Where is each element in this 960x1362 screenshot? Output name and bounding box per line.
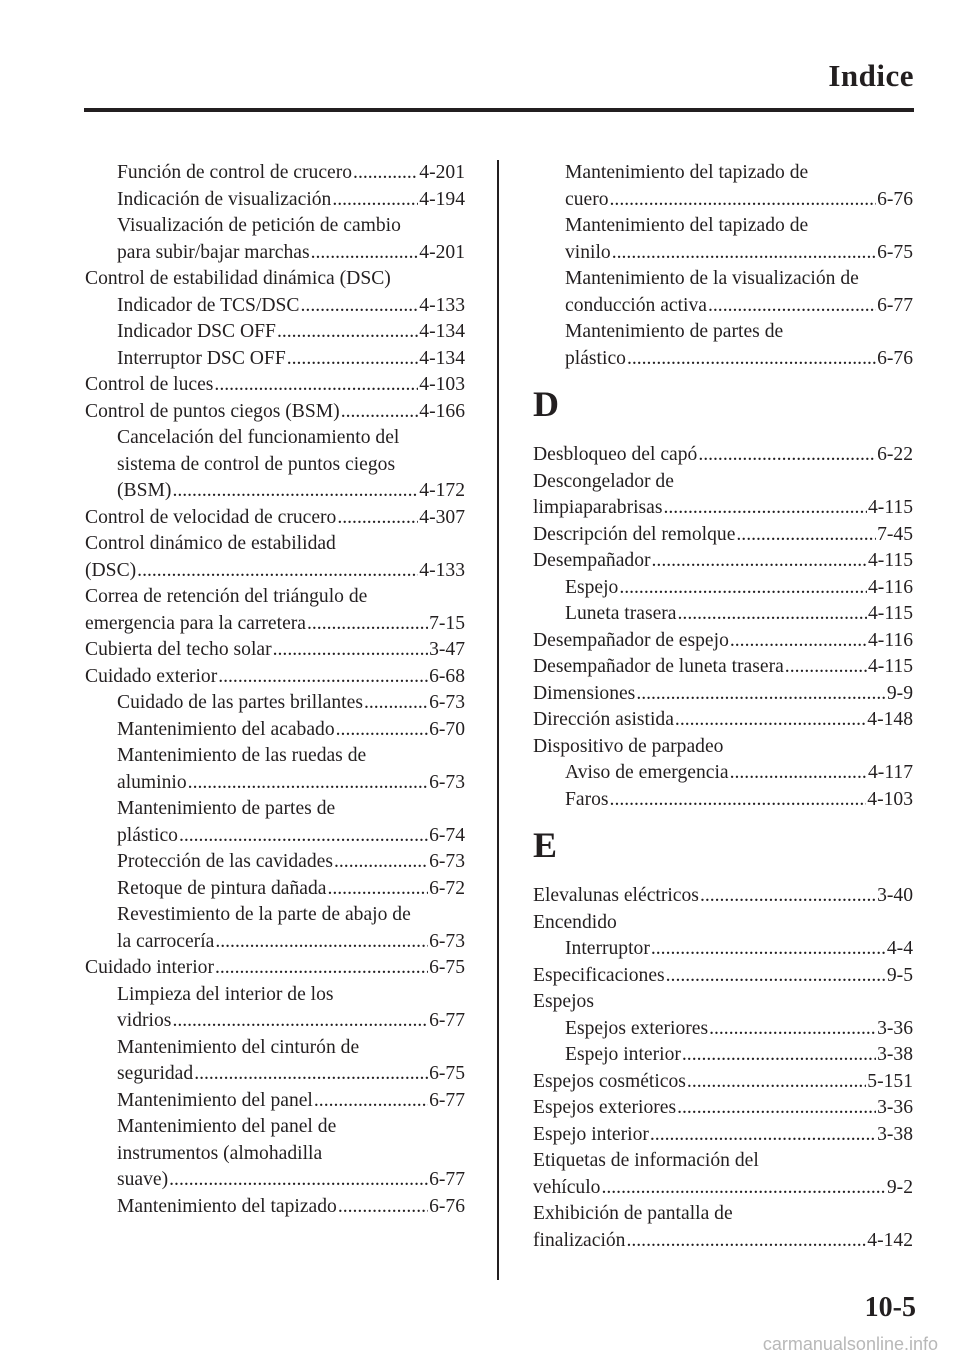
index-entry (533, 575, 913, 602)
index-column-left (85, 160, 465, 1220)
index-entry-page: 6-77 (877, 294, 913, 316)
dot-leader (172, 478, 418, 505)
dot-leader (730, 628, 867, 655)
index-entry (85, 876, 465, 903)
index-entry-text: Protección de las cavidades (117, 851, 333, 872)
index-entry-text: Indicador DSC OFF (117, 321, 276, 342)
index-entry (85, 187, 465, 214)
dot-leader (341, 399, 419, 426)
index-entry-page: 6-22 (877, 444, 913, 465)
index-entry-text: para subir/bajar marchas (117, 241, 310, 263)
dot-leader (664, 495, 868, 522)
index-entry-text: vidrios (117, 1010, 172, 1031)
index-entry-text: cuero (565, 188, 609, 210)
index-entry-text: Espejo (565, 576, 619, 598)
dot-leader (194, 1061, 428, 1088)
dot-leader (364, 690, 428, 717)
index-entry (533, 1122, 913, 1149)
index-entry (85, 1061, 465, 1088)
index-entry-page: 4-103 (867, 788, 913, 810)
index-entry-text: Elevalunas eléctricos (533, 885, 699, 906)
index-entry: Mantenimiento de las ruedas de (117, 745, 367, 766)
index-entry-page: 3-38 (877, 1123, 913, 1145)
index-entry-text: Control de luces (85, 374, 214, 395)
index-entry-text: aluminio (117, 771, 187, 793)
index-entry (85, 399, 465, 426)
dot-leader (287, 346, 419, 373)
index-entry (85, 770, 465, 797)
dot-leader (314, 1088, 428, 1115)
index-entry: Limpieza del interior de los (117, 983, 334, 1005)
index-entry-text: finalización (533, 1229, 626, 1251)
index-entry (85, 1194, 465, 1221)
dot-leader (687, 1069, 866, 1096)
index-entry-text: limpiaparabrisas (533, 497, 663, 518)
index-entry-page: 6-76 (877, 188, 913, 210)
index-entry-text: Espejos cosméticos (533, 1070, 686, 1092)
index-entry (533, 1042, 913, 1069)
index-entry-text: Espejos exteriores (565, 1017, 709, 1039)
index-entry (533, 293, 913, 320)
index-entry-text: Espejos exteriores (533, 1097, 677, 1118)
index-entry-page: 6-73 (429, 851, 465, 872)
index-entry: Mantenimiento de la visualización de (565, 268, 859, 289)
index-entry-page: 6-68 (429, 665, 465, 687)
section-letter-heading: D (533, 384, 559, 424)
index-entry (533, 1095, 913, 1122)
index-entry (533, 601, 913, 628)
index-entry-page: 6-75 (877, 241, 913, 263)
index-entry (85, 1167, 465, 1194)
index-entry-page: 4-4 (886, 938, 913, 959)
dot-leader (677, 1095, 876, 1122)
index-entry (533, 760, 913, 787)
index-entry-text: Retoque de pintura dañada (117, 877, 327, 899)
index-entry-page: 4-133 (419, 294, 465, 316)
page-header-title: Indice (828, 58, 914, 93)
dot-leader (179, 823, 428, 850)
index-entry: Exhibición de pantalla de (533, 1203, 733, 1224)
index-entry: Espejos (533, 991, 594, 1012)
index-entry-page: 6-76 (877, 347, 913, 369)
index-entry-text: Espejo interior (533, 1123, 649, 1145)
dot-leader (214, 372, 418, 399)
index-entry-text: Aviso de emergencia (565, 762, 729, 783)
index-entry-page: 4-148 (867, 709, 913, 730)
index-entry-page: 3-40 (877, 885, 913, 906)
index-entry-page: 3-36 (877, 1017, 913, 1039)
index-entry (85, 505, 465, 532)
index-entry (85, 240, 465, 267)
index-entry (85, 293, 465, 320)
dot-leader (311, 240, 419, 267)
dot-leader (730, 760, 867, 787)
index-entry-page: 4-307 (419, 506, 465, 528)
index-entry-page: 4-117 (868, 762, 913, 783)
index-entry: Encendido (533, 911, 617, 933)
index-entry: Descongelador de (533, 470, 674, 492)
index-entry (533, 787, 913, 814)
dot-leader (338, 1194, 428, 1221)
index-entry: Mantenimiento del cinturón de (117, 1036, 360, 1058)
index-entry-text: Especificaciones (533, 964, 665, 986)
index-entry-page: 4-115 (868, 497, 913, 518)
index-entry-text: Mantenimiento del tapizado (117, 1195, 337, 1217)
index-entry (533, 442, 913, 469)
index-entry: Cancelación del funcionamiento del (117, 427, 400, 448)
index-entry-text: Mantenimiento del panel (117, 1089, 313, 1111)
index-entry-text: Espejo interior (565, 1044, 681, 1065)
index-entry-text: Faros (565, 788, 609, 810)
index-entry-page: 4-166 (419, 400, 465, 422)
index-entry-page: 4-201 (419, 241, 465, 263)
index-entry (85, 823, 465, 850)
index-entry-page: 9-5 (886, 964, 913, 986)
index-entry: Mantenimiento del panel de (117, 1116, 337, 1137)
index-entry-text: Interruptor DSC OFF (117, 347, 286, 369)
index-entry-text: Desempañador (533, 550, 651, 571)
index-entry-page: 6-75 (429, 957, 465, 978)
index-entry-text: Desbloqueo del capó (533, 444, 698, 465)
index-entry-text: Dimensiones (533, 682, 636, 704)
index-entry (533, 936, 913, 963)
index-entry-text: Control de puntos ciegos (BSM) (85, 400, 340, 422)
index-entry: Mantenimiento del tapizado de (565, 162, 809, 183)
index-entry (533, 1228, 913, 1255)
dot-leader (215, 955, 428, 982)
index-entry-text: Cubierta del techo solar (85, 639, 272, 660)
index-entry-text: Indicador de TCS/DSC (117, 294, 300, 316)
dot-leader (337, 505, 418, 532)
index-entry (85, 160, 465, 187)
dot-leader (619, 575, 867, 602)
index-entry-page: 6-77 (429, 1169, 465, 1190)
index-entry-page: 3-38 (877, 1044, 913, 1065)
dot-leader (169, 1167, 428, 1194)
index-entry-page: 6-76 (429, 1195, 465, 1217)
index-entry (533, 1175, 913, 1202)
index-entry-page: 4-115 (868, 550, 913, 571)
dot-leader (736, 522, 876, 549)
page-number: 10-5 (864, 1292, 916, 1323)
index-entry-text: (BSM) (117, 480, 172, 501)
index-entry: Mantenimiento de partes de (565, 321, 784, 342)
index-entry-page: 6-77 (429, 1010, 465, 1031)
index-entry-text: vinilo (565, 241, 611, 263)
dot-leader (652, 548, 867, 575)
index-entry: Revestimiento de la parte de abajo de (117, 904, 411, 925)
index-entry-page: 6-72 (429, 877, 465, 899)
index-entry (85, 955, 465, 982)
index-entry (85, 929, 465, 956)
index-entry-page: 4-201 (419, 162, 465, 183)
dot-leader (188, 770, 428, 797)
index-entry: Control de estabilidad dinámica (DSC) (85, 268, 391, 289)
dot-leader (172, 1008, 428, 1035)
index-entry (85, 717, 465, 744)
index-entry-text: plástico (117, 824, 178, 846)
dot-leader (218, 664, 428, 691)
index-entry: Correa de retención del triángulo de (85, 586, 368, 607)
dot-leader (709, 1016, 876, 1043)
index-entry-page: 4-133 (419, 559, 465, 581)
dot-leader (785, 654, 867, 681)
index-entry-text: emergencia para la carretera (85, 612, 306, 634)
index-entry (85, 372, 465, 399)
dot-leader (327, 876, 428, 903)
index-entry (533, 495, 913, 522)
dot-leader (610, 787, 867, 814)
index-entry-text: Interruptor (565, 938, 650, 959)
index-entry-page: 4-134 (419, 347, 465, 369)
index-entry-text: Control de velocidad de crucero (85, 506, 337, 528)
dot-leader (651, 936, 886, 963)
index-entry-page: 9-2 (886, 1176, 913, 1198)
index-entry-text: Indicación de visualización (117, 188, 332, 210)
index-entry-text: seguridad (117, 1063, 194, 1084)
index-entry-page: 3-47 (429, 639, 465, 660)
index-entry: Control dinámico de estabilidad (85, 533, 336, 554)
dot-leader (708, 293, 876, 320)
index-entry (533, 707, 913, 734)
dot-leader (307, 611, 428, 638)
dot-leader (301, 293, 419, 320)
index-entry-text: Mantenimiento del acabado (117, 718, 335, 740)
index-entry: instrumentos (almohadilla (117, 1142, 323, 1164)
index-entry (85, 319, 465, 346)
index-entry-text: Descripción del remolque (533, 523, 736, 545)
dot-leader (682, 1042, 876, 1069)
dot-leader (627, 346, 876, 373)
index-entry (533, 346, 913, 373)
index-entry-text: (DSC) (85, 559, 137, 581)
dot-leader (650, 1122, 876, 1149)
dot-leader (666, 963, 886, 990)
index-entry-text: la carrocería (117, 930, 215, 952)
section-letter-heading: E (533, 825, 558, 865)
index-entry (533, 548, 913, 575)
index-entry-page: 7-15 (429, 612, 465, 634)
index-entry-page: 4-116 (868, 629, 913, 651)
index-entry: Mantenimiento de partes de (117, 798, 336, 819)
dot-leader (336, 717, 428, 744)
dot-leader (675, 707, 866, 734)
dot-leader (273, 637, 428, 664)
index-entry-page: 6-74 (429, 824, 465, 846)
index-entry (85, 478, 465, 505)
index-entry: Dispositivo de parpadeo (533, 735, 724, 757)
index-entry (533, 883, 913, 910)
dot-leader (215, 929, 428, 956)
index-entry (533, 654, 913, 681)
dot-leader (353, 160, 418, 187)
index-entry (533, 522, 913, 549)
index-entry: Mantenimiento del tapizado de (565, 215, 809, 236)
index-entry (533, 187, 913, 214)
index-entry-page: 4-103 (419, 374, 465, 395)
index-entry-page: 6-70 (429, 718, 465, 740)
index-entry-text: plástico (565, 347, 626, 369)
index-entry: sistema de control de puntos ciegos (117, 453, 396, 475)
index-entry-page: 3-36 (877, 1097, 913, 1118)
index-entry-text: Cuidado exterior (85, 665, 218, 687)
dot-leader (698, 442, 876, 469)
dot-leader (334, 849, 428, 876)
dot-leader (137, 558, 418, 585)
dot-leader (700, 883, 876, 910)
index-entry (533, 1069, 913, 1096)
index-entry-text: Desempañador de luneta trasera (533, 656, 784, 677)
index-entry (85, 558, 465, 585)
index-entry-page: 4-115 (868, 656, 913, 677)
index-entry (85, 1008, 465, 1035)
column-divider (497, 160, 499, 1280)
index-entry-page: 5-151 (867, 1070, 913, 1092)
index-entry (533, 681, 913, 708)
index-entry-text: Dirección asistida (533, 709, 674, 730)
index-entry (85, 849, 465, 876)
index-entry-text: Luneta trasera (565, 603, 677, 624)
index-entry-text: conducción activa (565, 294, 707, 316)
index-entry-text: Función de control de crucero (117, 162, 353, 183)
index-entry-page: 4-172 (419, 480, 465, 501)
index-entry-page: 6-73 (429, 771, 465, 793)
index-entry (533, 628, 913, 655)
index-entry (85, 1088, 465, 1115)
index-entry-page: 4-142 (867, 1229, 913, 1251)
index-entry-page: 6-73 (429, 930, 465, 952)
index-entry-page: 4-116 (868, 576, 913, 598)
index-entry (85, 637, 465, 664)
index-entry (533, 963, 913, 990)
dot-leader (612, 240, 876, 267)
index-entry-page: 4-194 (419, 188, 465, 210)
dot-leader (636, 681, 886, 708)
index-column-right (533, 160, 913, 1254)
index-entry-text: Cuidado interior (85, 957, 214, 978)
index-entry-page: 4-134 (419, 321, 465, 342)
index-entry-text: Desempañador de espejo (533, 629, 729, 651)
dot-leader (601, 1175, 885, 1202)
index-entry-page: 9-9 (886, 682, 913, 704)
dot-leader (277, 319, 418, 346)
index-entry-page: 7-45 (877, 523, 913, 545)
index-entry-text: suave) (117, 1169, 169, 1190)
index-entry (85, 690, 465, 717)
dot-leader (610, 187, 877, 214)
watermark-text: carmanualsonline.info (762, 1334, 938, 1354)
index-entry-text: Cuidado de las partes brillantes (117, 692, 363, 713)
index-entry: Visualización de petición de cambio (117, 215, 401, 236)
index-entry (85, 664, 465, 691)
dot-leader (626, 1228, 866, 1255)
index-entry (85, 611, 465, 638)
index-entry (533, 1016, 913, 1043)
index-entry-text: vehículo (533, 1176, 601, 1198)
index-entry (533, 240, 913, 267)
index-entry-page: 6-77 (429, 1089, 465, 1111)
dot-leader (332, 187, 418, 214)
index-entry-page: 6-73 (429, 692, 465, 713)
header-rule (84, 108, 914, 112)
index-entry-page: 6-75 (429, 1063, 465, 1084)
index-entry (85, 346, 465, 373)
index-entry-page: 4-115 (868, 603, 913, 624)
dot-leader (678, 601, 867, 628)
index-entry: Etiquetas de información del (533, 1150, 759, 1171)
